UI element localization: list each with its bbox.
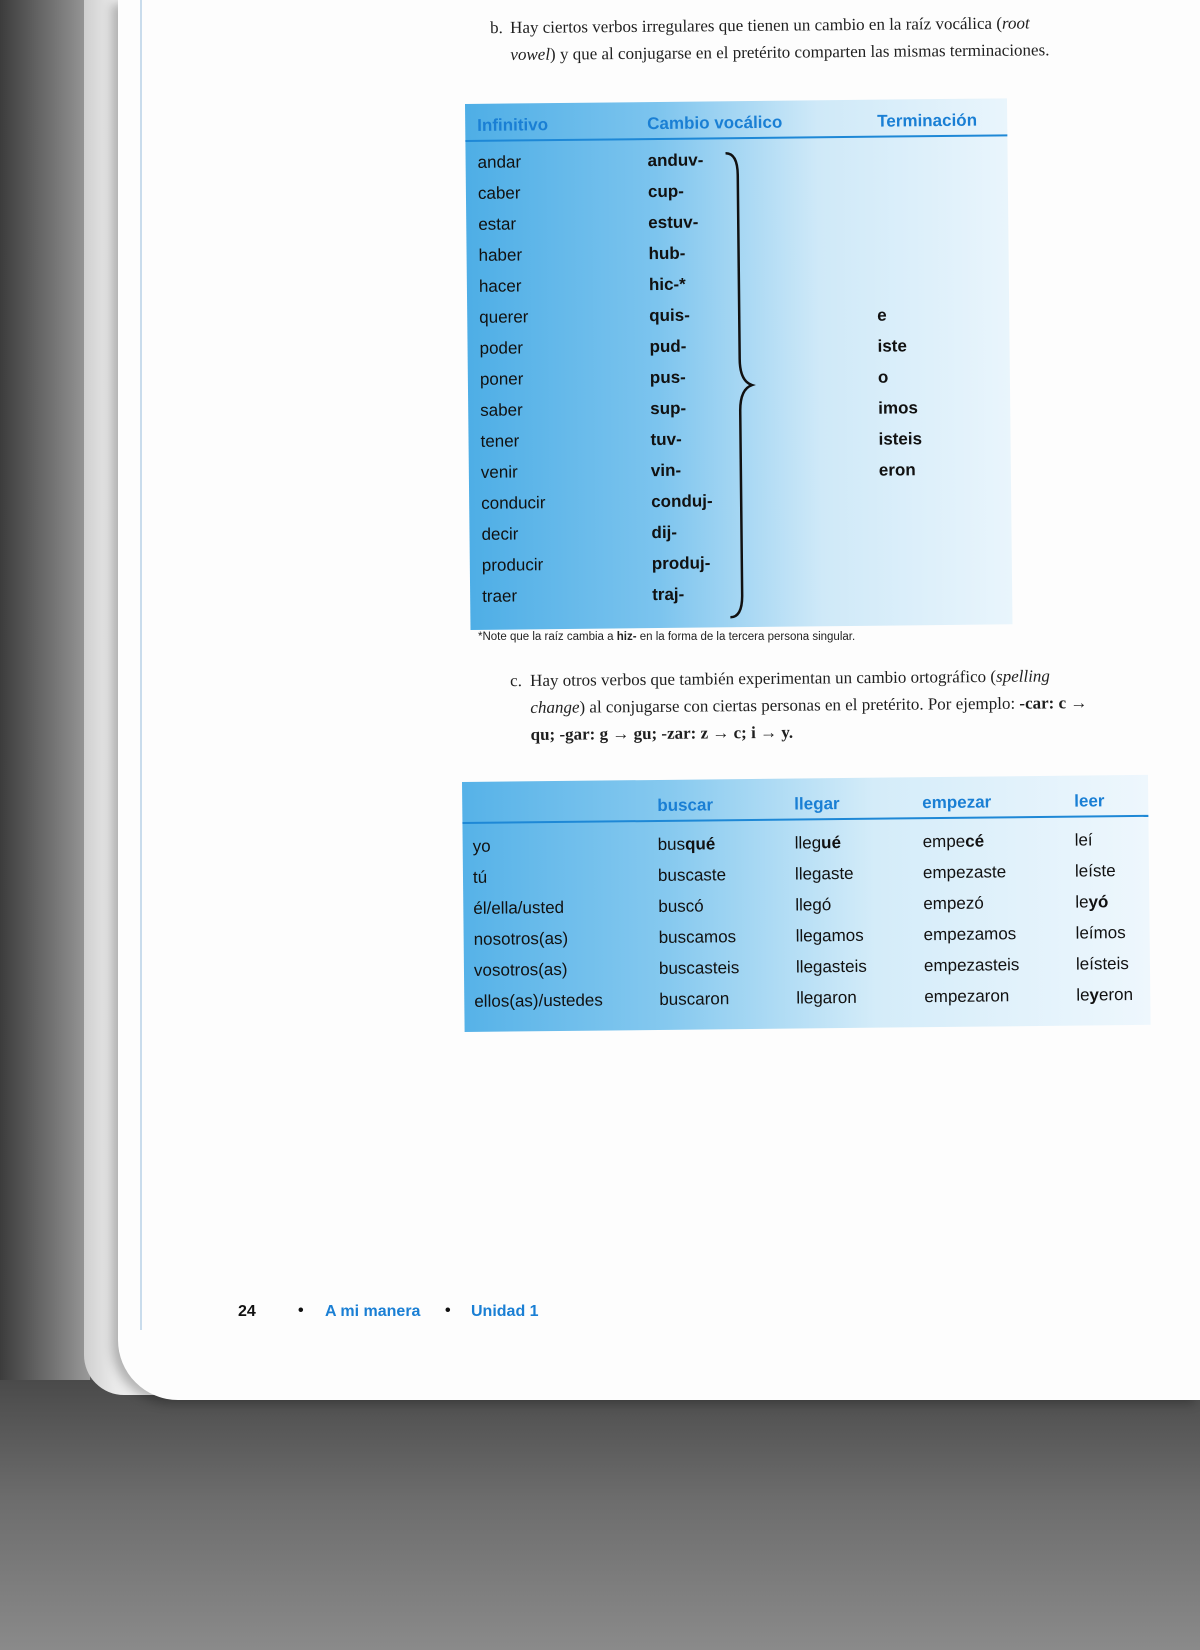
spelling-change-table: [462, 775, 1151, 1032]
page-number: 24: [238, 1303, 256, 1320]
form-segment: lleg: [794, 833, 822, 853]
form-buscar-cell: [658, 865, 726, 886]
stem-cell: pud-: [649, 336, 687, 357]
unit-label: Unidad 1: [471, 1303, 539, 1320]
form-buscar-cell: [658, 834, 716, 855]
stem-cell: pus-: [649, 367, 686, 388]
ending-item: o: [877, 367, 889, 387]
form-segment: empezó: [923, 893, 984, 914]
stem-cell: dij-: [651, 522, 678, 543]
form-llegar-cell: [796, 926, 864, 947]
endings-list: [877, 299, 922, 485]
form-segment: eron: [1098, 984, 1134, 1005]
form-leer-cell: [1076, 954, 1129, 975]
person-cell: vosotros(as): [473, 959, 568, 980]
infinitive-cell: decir: [481, 524, 519, 544]
form-segment: leíste: [1074, 861, 1116, 881]
infinitive-cell: caber: [477, 183, 521, 203]
form-segment: buscaste: [657, 865, 727, 885]
infinitive-cell: querer: [479, 307, 529, 327]
header-stem-change: Cambio vocálico: [647, 112, 783, 134]
form-segment: empe: [922, 831, 966, 852]
form-segment: empezaste: [922, 862, 1007, 883]
infinitive-cell: saber: [480, 400, 523, 420]
highlighted-change: qué: [684, 834, 716, 854]
background-surface: [0, 1380, 1200, 1650]
paragraph-marker: b.: [490, 18, 503, 38]
stem-cell: produj-: [651, 553, 711, 574]
table-header: [465, 98, 1007, 142]
form-empezar-cell: [923, 832, 985, 853]
form-empezar-cell: [924, 924, 1017, 945]
form-llegar-cell: [795, 833, 842, 853]
paragraph-term: spelling: [995, 666, 1050, 686]
form-segment: buscasteis: [658, 958, 740, 978]
paragraph-marker: c.: [510, 671, 522, 691]
paragraph-term: root: [1001, 13, 1030, 33]
paragraph-b: [490, 9, 1110, 68]
stem-cell: hic-*: [648, 274, 686, 295]
infinitive-cell: andar: [477, 152, 522, 172]
form-leer-cell: [1075, 830, 1093, 850]
form-segment: leísteis: [1075, 954, 1129, 974]
ending-item: iste: [877, 336, 907, 356]
stem-cell: anduv-: [647, 150, 704, 171]
table-row: [464, 980, 1150, 1018]
form-segment: bus: [657, 834, 686, 854]
person-cell: tú: [472, 867, 488, 887]
person-cell: ellos(as)/ustedes: [474, 990, 603, 1011]
highlighted-change: ué: [821, 833, 842, 853]
infinitive-cell: poder: [479, 338, 524, 358]
form-segment: leí: [1074, 830, 1093, 850]
stem-cell: quis-: [649, 305, 690, 326]
form-segment: buscamos: [658, 927, 737, 947]
stem-cell: tuv-: [650, 429, 682, 450]
form-empezar-cell: [924, 955, 1020, 976]
infinitive-cell: producir: [481, 555, 544, 575]
form-llegar-cell: [796, 988, 857, 1009]
form-leer-cell: [1075, 861, 1116, 881]
ending-item: imos: [878, 398, 918, 418]
header-infinitive: Infinitivo: [477, 115, 549, 135]
table-header: [462, 775, 1148, 824]
header-ending: Terminación: [877, 110, 978, 131]
paragraph-text: Hay otros verbos que también experimentan un cambio ortográfico (: [530, 666, 997, 690]
form-segment: empezaron: [924, 986, 1010, 1007]
form-segment: llegamos: [795, 925, 864, 946]
form-leer-cell: [1076, 923, 1126, 944]
paragraph-rule: qu; -gar: g → gu; -zar: z → c; i → y.: [530, 722, 794, 744]
right-curly-brace-icon: [724, 151, 759, 621]
footnote-bold: hiz-: [616, 631, 637, 643]
ending-item: isteis: [878, 429, 923, 449]
form-buscar-cell: [659, 989, 729, 1010]
footnote-text: *Note que la raíz cambia a: [478, 631, 617, 643]
form-segment: empezamos: [923, 924, 1017, 945]
infinitive-cell: hacer: [478, 276, 522, 296]
form-buscar-cell: [659, 927, 737, 948]
infinitive-cell: venir: [480, 462, 518, 482]
form-empezar-cell: [923, 862, 1006, 883]
stem-cell: vin-: [650, 460, 682, 481]
form-llegar-cell: [795, 895, 831, 915]
form-segment: llegó: [795, 895, 832, 915]
paragraph-term: change: [530, 697, 580, 717]
ending-item: eron: [878, 460, 916, 480]
person-cell: yo: [472, 836, 491, 856]
paragraph-text: ) al conjugarse con ciertas personas en el pretérito. Por ejemplo:: [579, 693, 1020, 717]
form-leer-cell: [1075, 892, 1108, 912]
highlighted-change: yó: [1088, 892, 1109, 912]
irregular-stems-table: [465, 98, 1012, 630]
form-buscar-cell: [659, 958, 740, 979]
footer-separator: •: [298, 1302, 304, 1319]
stem-cell: hub-: [648, 243, 686, 264]
form-segment: llegasteis: [795, 956, 867, 977]
infinitive-cell: haber: [478, 245, 523, 265]
paragraph-text: Hay ciertos verbos irregulares que tienen un cambio en la raíz vocálica (: [510, 13, 1003, 37]
form-segment: buscaron: [659, 989, 730, 1009]
form-leer-cell: [1076, 985, 1133, 1006]
infinitive-cell: estar: [478, 214, 517, 234]
infinitive-cell: conducir: [481, 493, 546, 513]
form-segment: leímos: [1075, 923, 1126, 943]
form-segment: buscó: [658, 896, 704, 916]
header-leer: leer: [1074, 791, 1105, 811]
footer-separator: •: [445, 1302, 451, 1319]
person-cell: nosotros(as): [473, 928, 569, 949]
ending-item: e: [877, 305, 887, 325]
paragraph-rule: -car: c →: [1019, 693, 1088, 713]
book-title: A mi manera: [325, 1303, 421, 1320]
stem-cell: sup-: [650, 398, 687, 419]
stem-cell: traj-: [652, 584, 685, 605]
stem-cell: cup-: [647, 181, 684, 202]
infinitive-cell: poner: [479, 369, 524, 389]
footnote-text: en la forma de la tercera persona singular.: [636, 631, 856, 643]
form-segment: empezasteis: [923, 955, 1020, 976]
header-empezar: empezar: [922, 792, 992, 813]
form-segment: le: [1075, 892, 1089, 912]
form-segment: llegaron: [796, 987, 857, 1008]
stem-cell: estuv-: [648, 212, 699, 233]
form-buscar-cell: [658, 896, 704, 916]
paragraph-c: [510, 662, 1151, 748]
stem-cell: conduj-: [651, 491, 713, 512]
infinitive-cell: tener: [480, 431, 520, 451]
form-empezar-cell: [924, 986, 1009, 1007]
paragraph-term: vowel: [510, 44, 551, 64]
form-llegar-cell: [795, 864, 854, 885]
form-llegar-cell: [796, 957, 867, 978]
form-empezar-cell: [923, 894, 984, 915]
person-cell: él/ella/usted: [473, 897, 565, 918]
paragraph-text: ) y que al conjugarse en el pretérito comparten las mismas terminaciones.: [549, 40, 1050, 64]
infinitive-cell: traer: [482, 586, 518, 606]
header-llegar: llegar: [794, 794, 840, 814]
highlighted-change: cé: [965, 831, 985, 851]
header-buscar: buscar: [657, 795, 714, 815]
highlighted-change: y: [1089, 985, 1100, 1005]
footnote: [478, 631, 855, 643]
form-segment: le: [1076, 985, 1090, 1005]
form-segment: llegaste: [794, 863, 854, 884]
margin-rule: [140, 0, 142, 1330]
